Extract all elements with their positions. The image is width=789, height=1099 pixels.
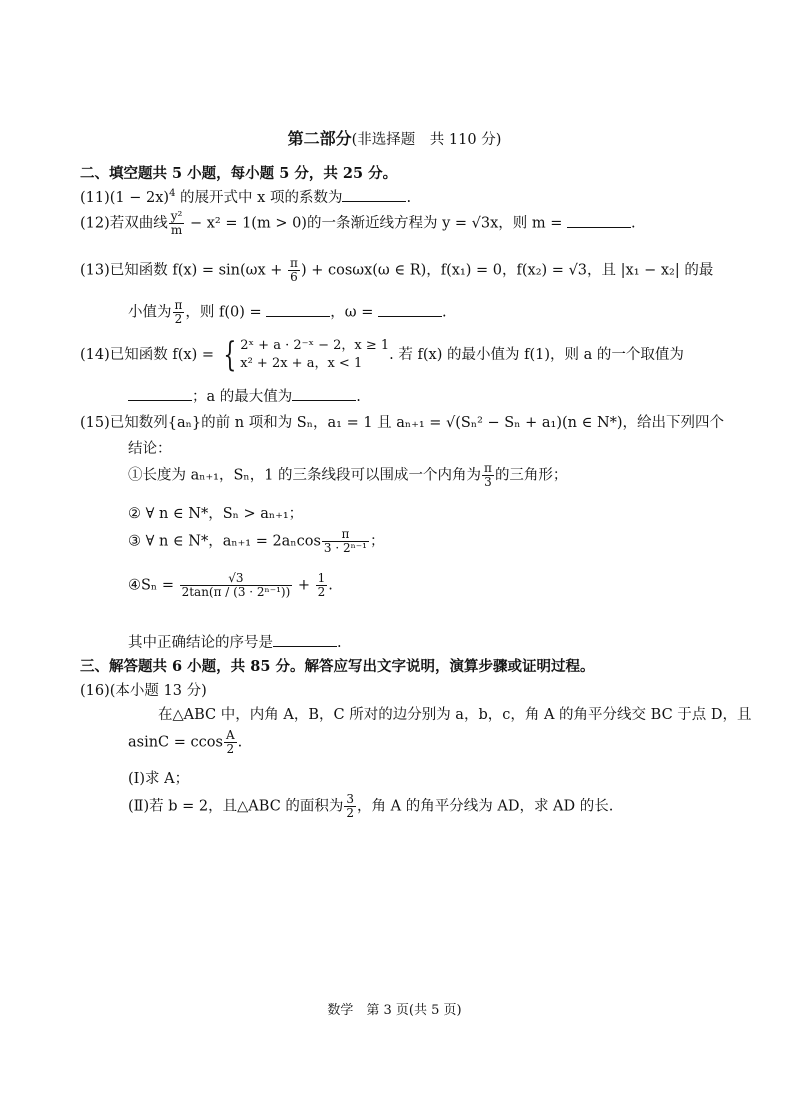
q12-number: (12) bbox=[80, 215, 110, 232]
part-title-sub: (非选择题 共 110 分) bbox=[351, 132, 502, 148]
q15-c3-fraction bbox=[322, 528, 369, 555]
q11-text: 的展开式中 x 项的系数为 bbox=[175, 190, 343, 206]
q13-frac-den: 6 bbox=[290, 270, 298, 284]
q15-last: 其中正确结论的序号是 bbox=[128, 635, 273, 651]
q14-answer-blank-2 bbox=[292, 388, 356, 401]
section-2-header: 二、填空题共 5 小题，每小题 5 分，共 25 分。 bbox=[80, 165, 398, 182]
q16-p2-fraction bbox=[344, 793, 356, 820]
q16-stem-fraction bbox=[224, 729, 237, 756]
q14-number: (14) bbox=[80, 347, 110, 363]
q13-answer-blank-2 bbox=[378, 304, 442, 317]
question-15-line-2: 结论： bbox=[128, 441, 172, 457]
q16-p2-b: ，角 A 的角平分线为 AD，求 AD 的长. bbox=[357, 798, 614, 815]
q15-conclusion-4 bbox=[128, 572, 333, 599]
q16-p2-a: (Ⅱ)若 b = 2，且△ABC 的面积为 bbox=[128, 798, 344, 815]
q14-answer-blank-1 bbox=[128, 388, 192, 401]
q15-c1-frac-den: 3 bbox=[484, 475, 492, 489]
q15-answer-blank bbox=[273, 634, 337, 647]
q14-text-b: . 若 f(x) 的最小值为 f(1)，则 a 的一个取值为 bbox=[389, 347, 684, 363]
page-footer: 数学 第 3 页(共 5 页) bbox=[327, 1003, 462, 1018]
q16-part-2 bbox=[128, 793, 613, 820]
q15-conclusion-1 bbox=[128, 462, 567, 489]
q14-cases bbox=[240, 337, 389, 373]
q12-text-a: 若双曲线 bbox=[109, 215, 168, 232]
q12-frac-den: m bbox=[170, 223, 183, 237]
q15-conclusion-2: ② ∀ n ∈ N*，Sₙ > aₙ₊₁； bbox=[128, 506, 304, 522]
part-title-main: 第二部分 bbox=[287, 129, 352, 148]
question-14-line-2 bbox=[128, 385, 361, 406]
q15-c4-fraction-2 bbox=[316, 572, 328, 599]
q15-c4-frac2-den: 2 bbox=[317, 585, 326, 599]
q14-end: . bbox=[356, 389, 361, 405]
q13-fraction bbox=[288, 257, 300, 284]
q15-c4-c: . bbox=[328, 577, 333, 594]
q13-line1-a: 已知函数 f(x) = sin(ωx + bbox=[109, 262, 288, 279]
q16-stem-frac-den: 2 bbox=[226, 742, 235, 756]
question-11 bbox=[80, 186, 411, 207]
q15-c3-frac-den: 3 · 2ⁿ⁻¹ bbox=[323, 541, 367, 555]
q13-line2-a: 小值为 bbox=[128, 304, 172, 321]
q13-fraction-2 bbox=[173, 299, 185, 326]
q14-text-a: 已知函数 f(x) = bbox=[109, 347, 219, 363]
q13-answer-blank-1 bbox=[266, 304, 330, 317]
q12-text-b: − x² = 1(m > 0)的一条渐近线方程为 y = √3x，则 m = bbox=[185, 215, 568, 232]
question-15-line-1 bbox=[80, 411, 724, 432]
q16-stem-line-1: 在△ABC 中，内角 A，B，C 所对的边分别为 a，b，c，角 A 的角平分线交 BC 于点 D，且 bbox=[158, 707, 752, 723]
q11-number: (11) bbox=[80, 190, 110, 206]
q11-end: . bbox=[406, 190, 412, 206]
q12-frac-num: y² bbox=[170, 209, 183, 223]
q15-c4-frac-den: 2tan(π / (3 · 2ⁿ⁻¹)) bbox=[181, 585, 291, 599]
q13-line1-b: ) + cosωx(ω ∈ R)，f(x₁) = 0，f(x₂) = √3，且 |x₁ − x₂| 的最 bbox=[300, 262, 714, 279]
question-13-line-2 bbox=[128, 299, 447, 326]
q15-c4-frac2-num: 1 bbox=[317, 571, 326, 585]
q12-fraction bbox=[169, 210, 185, 237]
q15-c1-frac-num: π bbox=[484, 461, 492, 475]
q16-stem2-a: asinC = ccos bbox=[128, 734, 223, 751]
q11-answer-blank bbox=[342, 189, 406, 202]
q16-stem-frac-num: A bbox=[225, 728, 235, 742]
q12-end: . bbox=[631, 215, 636, 232]
q16-stem-line-2 bbox=[128, 729, 242, 756]
q15-last-line bbox=[128, 631, 342, 652]
q15-end: . bbox=[337, 635, 342, 651]
q13-line2-b: ，则 f(0) = bbox=[185, 304, 267, 321]
q16-score: (本小题 13 分) bbox=[109, 683, 207, 699]
question-12 bbox=[80, 210, 636, 237]
part-title bbox=[0, 126, 789, 149]
q15-c4-frac-num: √3 bbox=[180, 572, 293, 586]
q15-line1: 已知数列{aₙ}的前 n 项和为 Sₙ，a₁ = 1 且 aₙ₊₁ = √(Sₙ² − Sₙ + a₁)(n ∈ N*)，给出下列四个 bbox=[109, 415, 725, 431]
q15-c1-fraction bbox=[482, 462, 494, 489]
q15-c3-b: ； bbox=[369, 533, 385, 550]
q13-end: . bbox=[441, 304, 447, 321]
q15-c4-b: + bbox=[293, 577, 315, 594]
q15-number: (15) bbox=[80, 415, 110, 431]
q13-line2-c: ，ω = bbox=[330, 304, 378, 321]
q12-answer-blank bbox=[567, 215, 631, 228]
q14-line2: ；a 的最大值为 bbox=[192, 389, 293, 405]
question-14-line-1 bbox=[80, 337, 684, 373]
q15-conclusion-3 bbox=[128, 528, 384, 555]
q13-frac-num: π bbox=[290, 256, 298, 270]
question-16-header bbox=[80, 679, 207, 700]
q15-c4-a: ④Sₙ = bbox=[128, 577, 179, 594]
q15-c4-fraction bbox=[180, 572, 293, 599]
q15-c1-b: 的三角形； bbox=[494, 467, 568, 484]
q14-case-1: 2ˣ + a · 2⁻ˣ − 2，x ≥ 1 bbox=[240, 338, 390, 353]
q13-frac2-den: 2 bbox=[174, 312, 183, 326]
q16-part-1: (Ⅰ)求 A； bbox=[128, 771, 190, 787]
q16-number: (16) bbox=[80, 683, 110, 699]
q16-p2-frac-den: 2 bbox=[346, 806, 355, 820]
q13-frac2-num: π bbox=[174, 298, 183, 312]
q11-exponent: 4 bbox=[169, 188, 176, 200]
q15-c1-a: ①长度为 aₙ₊₁，Sₙ，1 的三条线段可以围成一个内角为 bbox=[128, 467, 482, 484]
q16-stem2-b: . bbox=[237, 734, 243, 751]
q11-expr: (1 − 2x) bbox=[109, 190, 170, 206]
q14-case-2: x² + 2x + a，x < 1 bbox=[240, 356, 363, 371]
q16-p2-frac-num: 3 bbox=[346, 792, 355, 806]
q13-number: (13) bbox=[80, 262, 110, 279]
question-13-line-1 bbox=[80, 257, 713, 284]
q15-c3-frac-num: π bbox=[322, 528, 369, 542]
q15-c3-a: ③ ∀ n ∈ N*，aₙ₊₁ = 2aₙcos bbox=[128, 533, 321, 550]
section-3-header: 三、解答题共 6 小题，共 85 分。解答应写出文字说明，演算步骤或证明过程。 bbox=[80, 658, 595, 675]
q14-brace: { bbox=[222, 335, 236, 375]
